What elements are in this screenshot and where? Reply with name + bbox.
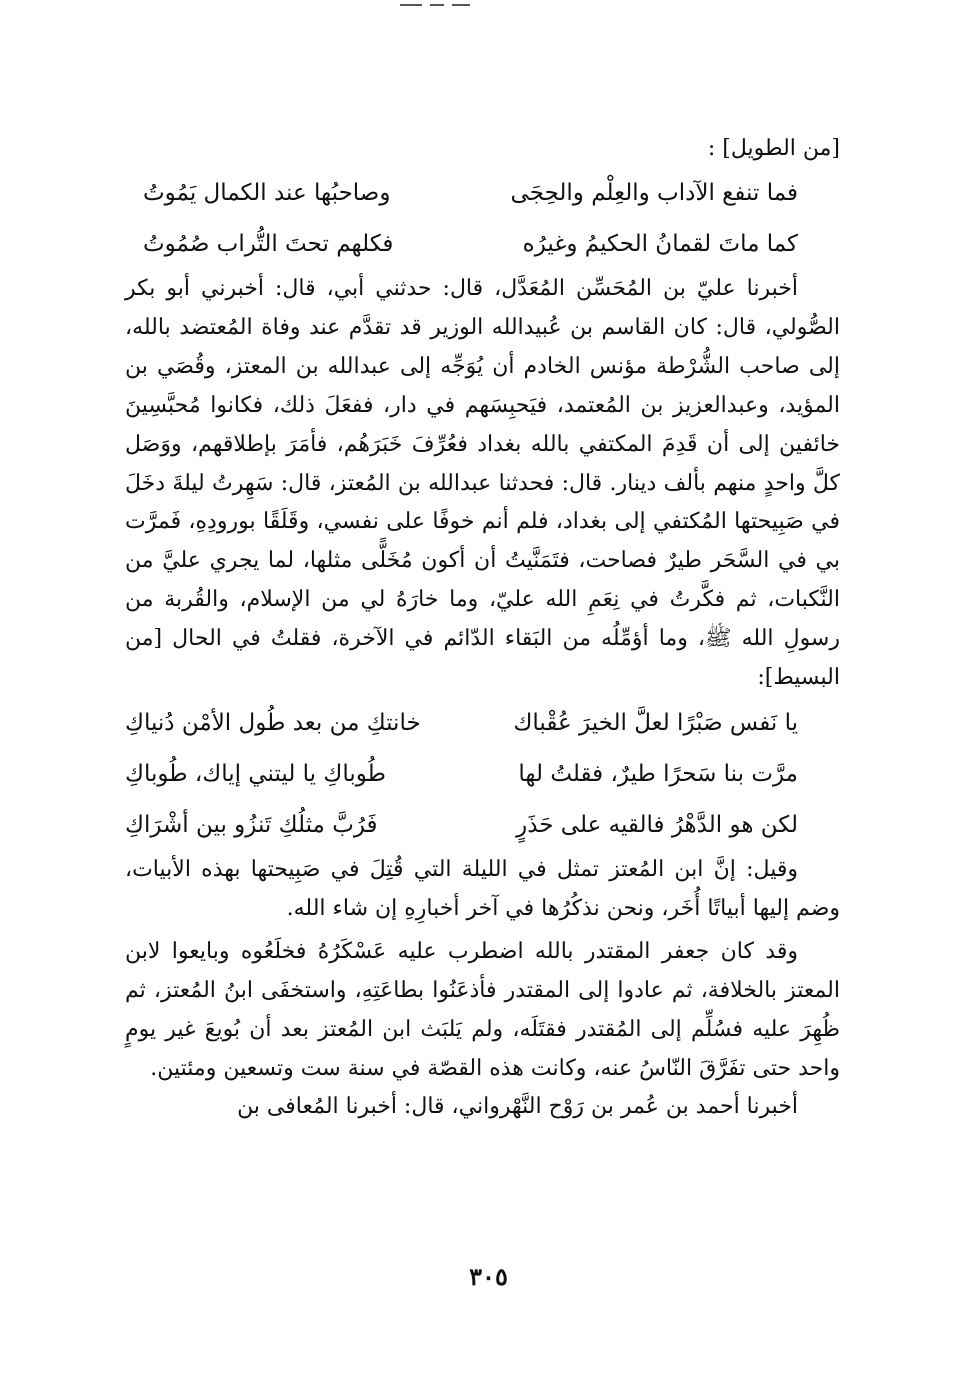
poem-1	[125, 168, 840, 270]
verse-first-hemistich: كما ماتَ لقمانُ الحكيمُ وغيرُه	[522, 231, 798, 257]
page-body	[125, 130, 840, 1127]
verse-first-hemistich: لكن هو الدَّهْرُ فالقيه على حَذَرٍ	[516, 811, 798, 838]
scan-artifact	[400, 4, 480, 10]
page-number: ٣٠٥	[469, 1262, 508, 1291]
verse	[125, 698, 840, 749]
verse-second-hemistich: وصاحبُها عند الكمال يَمُوتُ	[143, 180, 391, 206]
verse-first-hemistich: مرَّت بنا سَحرًا طيرٌ، فقلتُ لها	[518, 760, 798, 787]
verse	[125, 219, 840, 270]
meter-label: [من الطويل] :	[707, 136, 840, 161]
paragraph-report: وقيل: إنَّ ابن المُعتز تمثل في الليلة التي قُتِلَ في صَبِيحتها بهذه الأبيات، وضم إليها أبياتًا أُخَر، ونحن نذكُرُها في آخر أخبارِهِ إن شاء الله.	[125, 856, 840, 921]
verse	[125, 800, 840, 851]
verse-second-hemistich: فكلهم تحتَ التُّراب صُمُوتُ	[143, 231, 394, 257]
verse-first-hemistich: فما تنفع الآداب والعِلْم والحِجَى	[510, 180, 798, 206]
verse-first-hemistich: يا نَفس صَبْرًا لعلَّ الخيرَ عُقْباك	[513, 709, 798, 736]
verse-second-hemistich: طُوباكِ يا ليتني إياك، طُوباكِ	[125, 760, 386, 787]
paragraph-narration: أخبرنا عليّ بن المُحَسِّن المُعَدَّل، قال: حدثني أبي، قال: أخبرني أبو بكر الصُّولي، قال: كان القاسم بن عُبيدالله الوزير قد تقدَّم عند وفاة المُعتضد بالله، إلى صاحب الشُّرْطة مؤنس الخادم أن يُوَجِّه إلى عبدالله بن المعتز، وقُصَي بن المؤيد، وعبدالعزيز بن المُعتمد، فيَحبِسَهم في دار، ففعَلَ ذلك، فكانوا مُحبَّسِينَ خائفين إلى أن قَدِمَ المكتفي بالله بغداد فعُرِّفَ خَبَرَهُم، فأمَرَ بإطلاقهم، ووَصَل كلَّ واحدٍ منهم بألف دينار. قال: فحدثنا عبدالله بن المُعتز، قال: سَهِرتُ ليلةَ دخَلَ في صَبِيحتها المُكتفي إلى بغداد، فلم أنم خوفًا على نفسي، وقَلَقًا بورودِهِ، فَمرَّت بي في السَّحَر طيرٌ فصاحت، فتَمَنَّيتُ أن أكون مُخَلًّى مثلها، لما يجري عليَّ من النَّكبات، ثم فكَّرتُ في نِعَمِ الله عليّ، وما خارَهُ لي من الإسلام، والقُربة من رسولِ الله ﷺ، وما أؤمِّلُه من البَقاء الدّائم في الآخرة، فقلتُ في الحال [من البسيط]:	[125, 276, 840, 691]
paragraph-isnad: أخبرنا أحمد بن عُمر بن رَوْح النَّهْرواني، قال: أخبرنا المُعافى بن	[237, 1094, 798, 1120]
verse-second-hemistich: فَرُبَّ مثلُكِ تَنزُو بين أشْرَاكِ	[125, 811, 378, 838]
paragraph-history: وقد كان جعفر المقتدر بالله اضطرب عليه عَسْكَرُهُ فخلَعُوه وبايعوا لابن المعتز بالخلافة، ثم عادوا إلى المقتدر فأذعَنُوا بطاعَتِهِ، واستخفَى ابنُ المُعتز، ثم ظُهِرَ عليه فسُلِّم إلى المُقتدر فقتَلَه، ولم يَلبَث ابن المُعتز بعد أن بُويعَ غير يومٍ واحد حتى تفَرَّقَ النّاسُ عنه، وكانت هذه القصّة في سنة ست وتسعين ومئتين.	[125, 938, 840, 1081]
verse	[125, 168, 840, 219]
poem-2	[125, 698, 840, 851]
verse-second-hemistich: خانتكِ من بعد طُول الأمْن دُنياكِ	[125, 709, 421, 736]
verse	[125, 749, 840, 800]
